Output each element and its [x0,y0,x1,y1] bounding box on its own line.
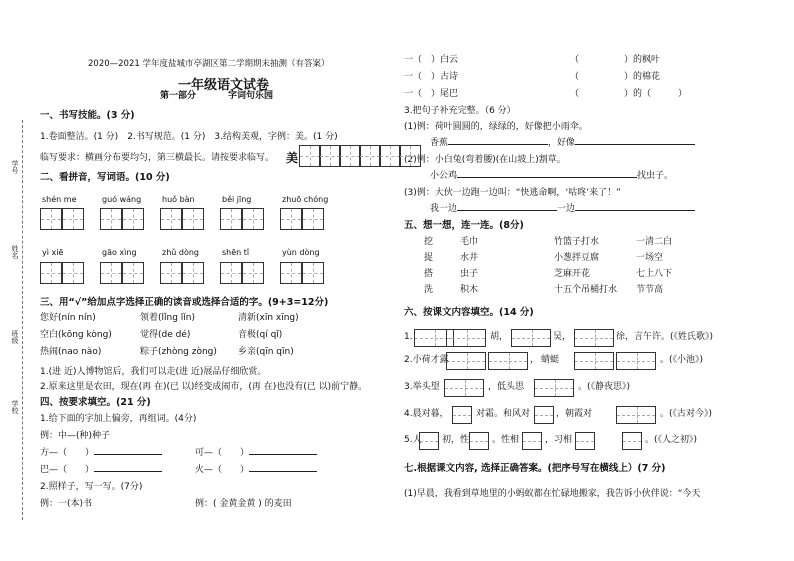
s6-answer-box[interactable] [575,432,595,450]
s5-item[interactable]: 搭 [424,269,434,279]
s2-row-1-pinyin: guó wáng [102,195,142,204]
measure-row-3[interactable]: 一（ ）尾巴 [404,89,459,99]
s1-writing-cell[interactable] [319,145,341,167]
part-name: 字词句乐园 [228,91,274,101]
s6-text: 4.晨对暮， [404,409,449,419]
s2-row-2-box[interactable] [242,262,264,284]
s5-item[interactable]: 节节高 [636,285,664,295]
grade-title: 一年级语文试卷 [178,78,270,93]
s2-row-1-box[interactable] [220,208,242,230]
s6-answer-box[interactable] [616,406,656,424]
s6-text: 。(《古对今》) [660,409,713,419]
s6-text: 初，性 [442,435,470,445]
s7-heading: 七.根据课文内容, 选择正确答案。(把序号写在横线上）(7 分) [404,463,666,474]
s6-answer-box[interactable] [616,352,656,370]
right-ex2-fill[interactable]: 小公鸡 找虫子。 [430,171,674,181]
s6-answer-box[interactable] [444,379,484,397]
side-label-banji: 班级 [11,330,19,344]
s3-q1[interactable]: 1.(进 近)人博物馆后，我们可以走(进 近)展品仔细欣赏。 [40,367,267,377]
s5-item[interactable]: 小葱拌豆腐 [554,253,600,263]
s2-row-2-pinyin: yùn dòng [282,248,320,257]
s4-q1: 1.给下面的字加上偏旁，再组词。(4分) [40,414,197,424]
s6-text: ，朝霞对 [556,409,593,419]
s2-row-1-pinyin: zhuō chóng [282,195,329,204]
s2-row-1-pinyin: shén me [42,195,77,204]
adj-row-2[interactable]: （ ）的棉花 [570,72,661,82]
right-ex3-fill[interactable]: 我一边 一边 [430,204,695,215]
s6-text: 。(《静夜思》) [578,382,631,392]
s6-text: 蜻蜓 [541,355,560,365]
s5-item[interactable]: 一场空 [636,253,664,263]
s7-q1: (1)早晨，我看到草地里的小蚂蚁都在忙碌地搬家，我告诉小伙伴说：“今天 [404,489,701,499]
s3-q2[interactable]: 2.原来这里是农田，现在(再 在)(已 以)经变成闹市，(再 在)也没有(已 以)前宁静。 [40,382,368,392]
s2-heading: 二、看拼音，写词语。(10 分) [40,172,170,183]
s6-text: 。(《人之初》) [645,435,698,445]
s6-text: 胡， [490,332,509,342]
s1-writing-cell[interactable] [339,145,361,167]
s2-row-2-box[interactable] [62,262,84,284]
s2-row-1-box[interactable] [182,208,204,230]
s2-row-2-box[interactable] [280,262,302,284]
s5-item[interactable]: 洗 [424,285,434,295]
s2-row-2-pinyin: shēn tǐ [222,248,250,257]
s4-fill-3[interactable]: 巴—（ ） [40,465,162,476]
right-q3: 3.把句子补充完整。（6 分） [404,106,516,116]
s6-text: 2.小荷才露 [404,355,449,365]
s4-fill-1[interactable]: 方—（ ） [40,448,162,459]
s4-ex1: 例：一(本)书 [40,499,93,509]
s2-row-2-box[interactable] [100,262,122,284]
s5-item[interactable]: 捉 [424,253,434,263]
s4-q2: 2.照样子，写一写。(7分) [40,482,143,492]
s4-ex2: 例：( 金黄金黄 ) 的麦田 [195,499,292,509]
s1-requirement: 临写要求：横画分布要均匀，第三横最长。请按要求临写。 [40,153,275,163]
s6-answer-box[interactable] [446,329,486,347]
s6-answer-box[interactable] [522,432,542,450]
s6-text: 5.人 [404,435,422,445]
measure-row-1[interactable]: 一（ ）白云 [404,55,459,65]
s2-row-1-box[interactable] [242,208,264,230]
s1-writing-cell[interactable] [299,145,321,167]
s5-item[interactable]: 虫子 [460,269,479,279]
binding-line [22,120,23,520]
s2-row-2-pinyin: gāo xìng [102,248,137,257]
s6-text: 。性相 [492,435,520,445]
exam-title: 2020—2021 学年度盐城市亭湖区第二学期期末抽测（有答案） [88,59,330,69]
s5-item[interactable]: 竹篮子打水 [554,237,600,247]
s6-text: 吴， [553,332,572,342]
s2-row-1-box[interactable] [100,208,122,230]
s1-writing-cell[interactable] [399,145,421,167]
s6-answer-box[interactable] [452,406,472,424]
s4-fill-4[interactable]: 火—（ ） [195,465,317,476]
s1-writing-cell[interactable] [359,145,381,167]
s2-row-1-pinyin: běi jīng [222,195,252,204]
s5-item[interactable]: 七上八下 [636,269,673,279]
s6-text: 徐，言午许。(《姓氏歌》) [616,332,714,342]
measure-row-2[interactable]: 一（ ）古诗 [404,72,459,82]
s2-row-2-box[interactable] [122,262,144,284]
s6-answer-box[interactable] [446,352,486,370]
s6-heading: 六、按课文内容填空。(14 分) [404,307,534,318]
s6-text: 3.举头望 [404,382,440,392]
s6-answer-box[interactable] [534,379,574,397]
right-ex1-fill[interactable]: 香蕉 ，好像 [430,138,695,149]
s5-heading: 五、想一想，连一连。(8分) [404,220,524,231]
s3-choice[interactable]: 觉得(de dé) [140,330,191,340]
s2-row-2-pinyin: yì xiē [42,248,64,257]
s6-answer-box[interactable] [488,352,528,370]
s1-items: 1.卷面整洁。(1 分) 2.书写规范。(1 分) 3.结构美观，字例：美。(1 分) [40,132,338,142]
s5-item[interactable]: 毛巾 [460,237,479,247]
s3-choice[interactable]: 乡亲(qīn qīn) [238,347,294,357]
s5-item[interactable]: 十五个吊桶打水 [554,285,618,295]
s2-row-2-box[interactable] [182,262,204,284]
s6-text: ，低头思 [488,382,525,392]
s3-choice[interactable]: 热闹(nao nào) [40,347,102,357]
s3-choice[interactable]: 您好(nín nín) [40,313,96,323]
s1-heading: 一、书写技能。(3 分) [40,110,135,121]
s5-item[interactable]: 水井 [460,253,479,263]
s2-row-2-box[interactable] [302,262,324,284]
s3-choice[interactable]: 粽子(zhòng zòng) [140,347,217,357]
s1-writing-cell[interactable] [379,145,401,167]
s6-answer-box[interactable] [511,329,551,347]
s6-answer-box[interactable] [534,406,554,424]
s3-choice[interactable]: 空白(kōng kòng) [40,330,112,340]
s6-answer-box[interactable] [574,352,614,370]
s4-example: 例：中—(种)种子 [40,431,111,441]
s2-row-1-box[interactable] [160,208,182,230]
s5-item[interactable]: 芝麻开花 [554,269,591,279]
s6-text: 1. [404,332,413,342]
right-ex2: (2)例：小白兔(弯着腰)(在山坡上)割草。 [404,155,566,165]
side-label-xuexiao: 学校 [11,400,19,414]
s5-item[interactable]: 挖 [424,237,434,247]
s4-heading: 四、按要求填空。(21 分) [40,397,151,408]
s2-row-1-box[interactable] [62,208,84,230]
side-label-xuehao: 学号 [11,160,19,174]
s6-answer-box[interactable] [469,432,489,450]
s3-choice[interactable]: 清新(xīn xīng) [238,313,299,323]
s5-item[interactable]: 积木 [460,285,479,295]
right-ex3: (3)例：大伙一边跑一边叫：“快逃命啊，‘咕咚’来了！” [404,188,621,198]
s3-heading: 三、用“√”给加点字选择正确的读音或选择合适的字。(9+3=12分) [40,297,329,308]
s3-choice[interactable]: 音极(qí qǐ) [238,330,283,340]
s1-sample-char: 美 [286,151,299,165]
adj-row-1[interactable]: （ ）的枫叶 [570,55,661,65]
s2-row-2-box[interactable] [220,262,242,284]
s6-answer-box[interactable] [622,432,642,450]
s3-choice[interactable]: 领着(lǐng lǐn) [140,313,196,323]
s6-text: 对霜。和风对 [476,409,531,419]
s2-row-2-box[interactable] [40,262,62,284]
s2-row-1-box[interactable] [280,208,302,230]
s2-row-1-box[interactable] [122,208,144,230]
s6-answer-box[interactable] [574,329,614,347]
s5-item[interactable]: 一清二白 [636,237,673,247]
s6-text: 。(《小池》) [660,355,704,365]
right-ex1: (1)例：荷叶圆圆的，绿绿的，好像把小雨伞。 [404,122,588,132]
s6-answer-box[interactable] [419,432,439,450]
s2-row-2-box[interactable] [160,262,182,284]
adj-row-3[interactable]: （ ）的（ ） [570,89,688,99]
side-label-xingming: 姓名 [11,245,19,259]
s6-text: ，习相 [545,435,573,445]
s2-row-1-box[interactable] [302,208,324,230]
s2-row-1-box[interactable] [40,208,62,230]
s4-fill-2[interactable]: 可—（ ） [195,448,317,459]
s6-text: ， [530,355,540,365]
part-label: 第一部分 [160,91,197,101]
s2-row-2-pinyin: zhǔ dòng [162,248,200,257]
s2-row-1-pinyin: huǒ bàn [162,195,195,204]
